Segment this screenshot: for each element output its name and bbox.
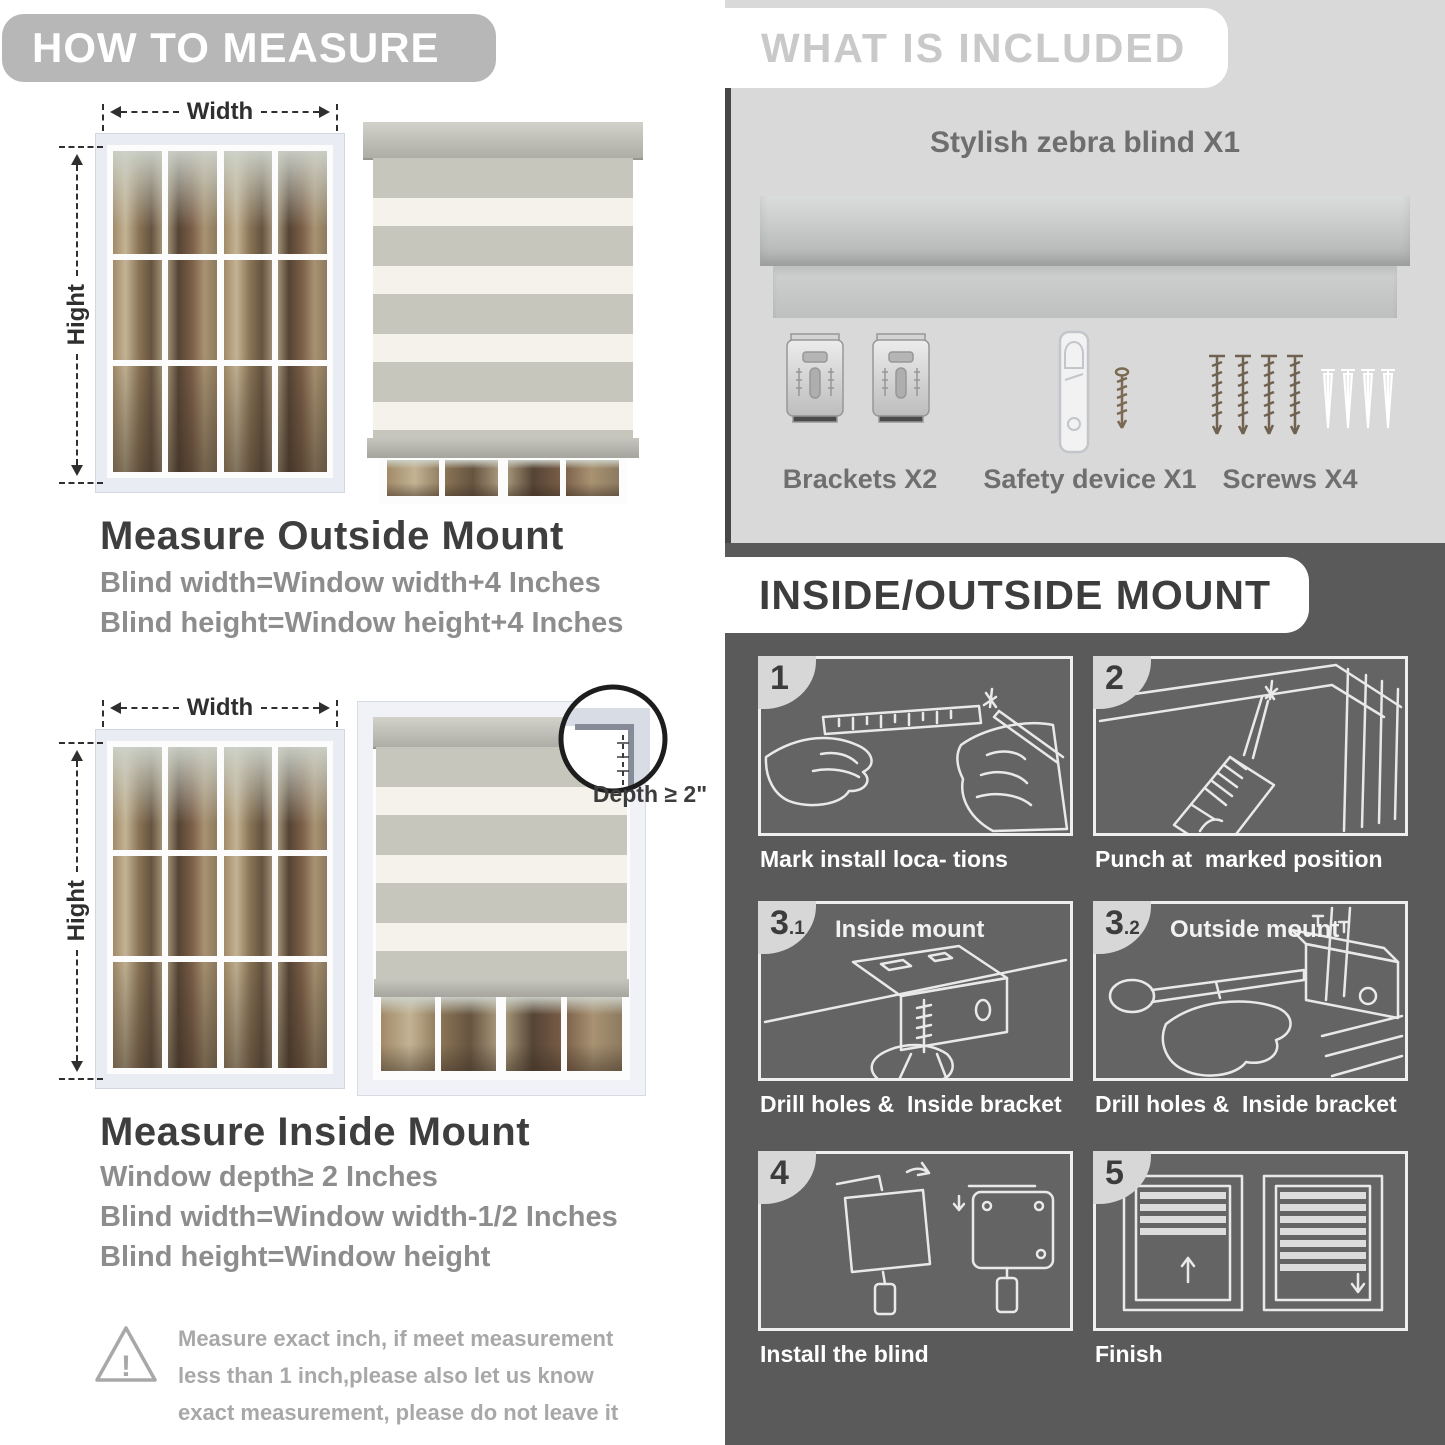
arrowhead-right-icon xyxy=(319,702,336,714)
step-panel-3-2 xyxy=(1093,901,1408,1081)
arrowhead-up-icon xyxy=(71,744,83,761)
brackets-label: Brackets X2 xyxy=(782,464,938,494)
window-photo-inside xyxy=(95,729,345,1089)
height-label: Hight xyxy=(63,880,90,942)
magnifier-corner-icon xyxy=(557,683,669,795)
window-photo-outside xyxy=(95,133,345,493)
what-is-included-section xyxy=(725,0,1445,543)
arrowhead-left-icon xyxy=(104,106,121,118)
window-below-blind xyxy=(373,997,630,1080)
height-dimension-outside xyxy=(63,146,90,484)
screws-icon xyxy=(1203,348,1403,458)
height-dimension-inside xyxy=(63,742,90,1080)
step-number-badge: 5 xyxy=(1093,1151,1151,1204)
arrowhead-down-icon xyxy=(71,1061,83,1078)
brackets-icon xyxy=(783,332,938,464)
window-pane xyxy=(224,747,328,1068)
inside-outside-mount-header: INSIDE/OUTSIDE MOUNT xyxy=(725,557,1309,633)
outside-mount-label: Outside mount xyxy=(1170,916,1340,943)
step-panel-1 xyxy=(758,656,1073,836)
width-label: Width xyxy=(186,694,254,721)
step-caption-3-2: Drill holes & Inside bracket xyxy=(1095,1091,1397,1117)
warning-triangle-icon xyxy=(93,1322,159,1388)
blind-bottom-rail xyxy=(367,438,639,458)
width-label: Width xyxy=(186,98,254,125)
width-dimension-inside xyxy=(102,694,338,721)
arrowhead-up-icon xyxy=(71,148,83,165)
blind-fabric xyxy=(373,158,633,438)
step-caption-3-1: Drill holes & Inside bracket xyxy=(760,1091,1062,1117)
step-number-badge: 4 xyxy=(758,1151,816,1204)
window-pane xyxy=(113,747,217,1068)
mount-instructions-section xyxy=(725,543,1445,1445)
height-label: Hight xyxy=(63,284,90,346)
window-below-blind xyxy=(379,458,627,504)
step-caption-2: Punch at marked position xyxy=(1095,846,1383,872)
arrowhead-down-icon xyxy=(71,465,83,482)
window-pane xyxy=(224,151,328,472)
step-caption-4: Install the blind xyxy=(760,1341,929,1367)
step-number-badge: 2 xyxy=(1093,656,1151,709)
inside-mount-heading: Measure Inside Mount xyxy=(100,1110,531,1154)
inside-mount-rule-1: Window depth≥ 2 Inches xyxy=(100,1161,438,1193)
blind-cassette xyxy=(363,122,643,158)
depth-magnifier xyxy=(557,683,669,795)
blind-headrail-image xyxy=(760,196,1410,318)
step-number-badge: 1 xyxy=(758,656,816,709)
window-pane xyxy=(113,151,217,472)
width-dimension-outside xyxy=(102,98,338,125)
safety-device-label: Safety device X1 xyxy=(983,464,1197,494)
inside-mount-label: Inside mount xyxy=(835,916,985,943)
inside-mount-rule-2: Blind width=Window width-1/2 Inches xyxy=(100,1201,618,1233)
warning-exclamation: ! xyxy=(121,1350,131,1383)
depth-requirement-label: Depth ≥ 2" xyxy=(592,781,708,807)
outside-mount-rule-1: Blind width=Window width+4 Inches xyxy=(100,567,601,599)
outside-mount-rule-2: Blind height=Window height+4 Inches xyxy=(100,607,624,639)
screws-label: Screws X4 xyxy=(1222,464,1358,494)
outside-mount-heading: Measure Outside Mount xyxy=(100,514,564,558)
how-to-measure-header: HOW TO MEASURE xyxy=(2,14,496,82)
step-panel-2 xyxy=(1093,656,1408,836)
arrowhead-left-icon xyxy=(104,702,121,714)
step-panel-4 xyxy=(758,1151,1073,1331)
inside-mount-rule-3: Blind height=Window height xyxy=(100,1241,491,1273)
measurement-warning-text: Measure exact inch, if meet measurement less than 1 inch,please also let us know exact measurement, please do not leave it xyxy=(178,1326,619,1425)
step-caption-5: Finish xyxy=(1095,1341,1163,1367)
what-is-included-header: WHAT IS INCLUDED xyxy=(725,8,1228,88)
zebra-blind-outside-mount xyxy=(363,122,643,504)
blind-item-label: Stylish zebra blind X1 xyxy=(929,126,1241,159)
safety-device-icon xyxy=(1050,328,1155,468)
step-caption-1: Mark install loca- tions xyxy=(760,846,1008,872)
arrowhead-right-icon xyxy=(319,106,336,118)
step-number-badge: 3 .1 xyxy=(758,901,816,954)
step-number-badge: 3 .2 xyxy=(1093,901,1151,954)
step-panel-3-1 xyxy=(758,901,1073,1081)
step-panel-5 xyxy=(1093,1151,1408,1331)
blind-bottom-rail xyxy=(374,979,629,997)
